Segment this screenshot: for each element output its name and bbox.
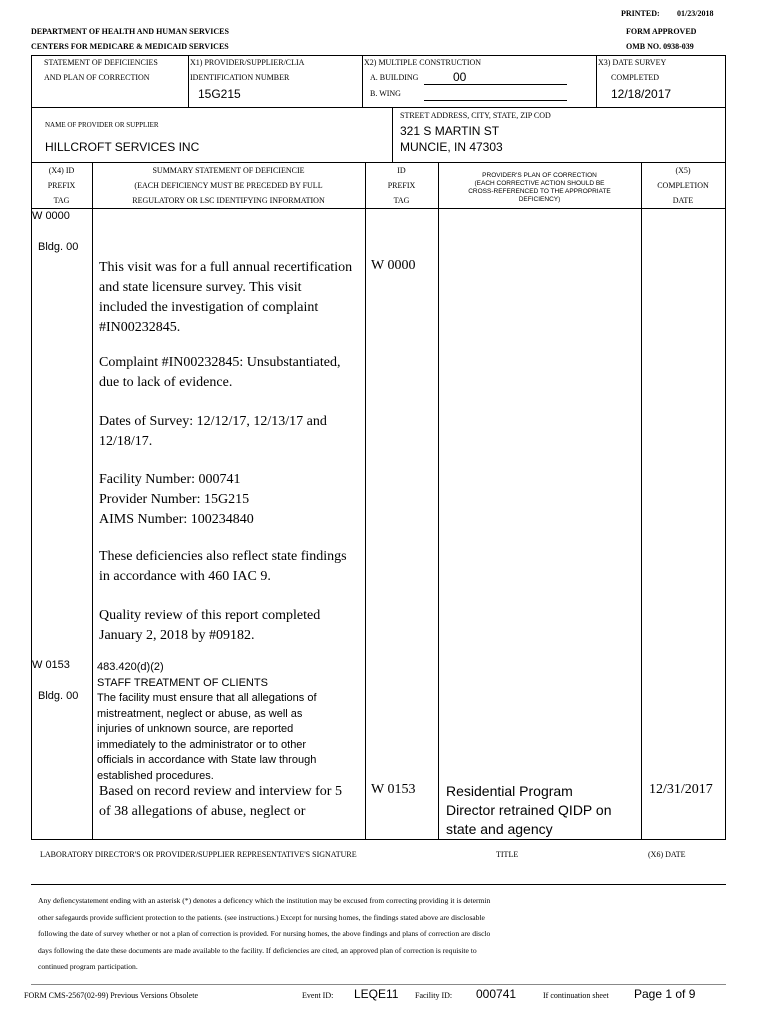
summary-header-3: REGULATORY OR LSC IDENTIFYING INFORMATION [132,196,325,205]
event-id-value: LEQE11 [354,987,399,1001]
wing-label: B. WING [370,89,401,98]
plan-header-2: (EACH CORRECTIVE ACTION SHOULD BE [474,180,605,187]
x6-date-label: (X6) DATE [648,850,686,859]
x5-header-1: (X5) [675,166,691,175]
plan-header-4: DEFICIENCY) [518,196,561,203]
dept-title: DEPARTMENT OF HEALTH AND HUMAN SERVICES [31,27,229,36]
w0000-tag: W 0000 [32,210,70,222]
w0153-tag: W 0153 [32,659,70,671]
title-label: TITLE [496,850,519,859]
summary-header-2: (EACH DEFICIENCY MUST BE PRECEDED BY FULL [134,181,323,190]
x3-label-2: COMPLETED [611,73,659,82]
footer-rule [31,984,726,985]
x4-header-1: (X4) ID [48,166,75,175]
provider-id-value: 15G215 [198,87,241,101]
survey-date-value: 12/18/2017 [611,87,672,101]
x1-label-2: IDENTIFICATION NUMBER [190,73,290,82]
w0000-paragraph-complaint: Complaint #IN00232845: Unsubstantiated, due to lack of evidence. [99,355,341,390]
omb-number: OMB NO. 0938-039 [626,42,694,51]
w0153-regulation-text: 483.420(d)(2) STAFF TREATMENT OF CLIENTS The facility must ensure that all allegations of mistreatment, neglect or abuse, as well as injuries of unknown source, are reported immediately to the administrator or to other officials in accordance with State law through established procedures. [97,661,317,782]
w0000-paragraph-numbers: Facility Number: 000741 Provider Number: 15G215 AIMS Number: 100234840 [99,472,254,527]
id-header-2: PREFIX [387,181,416,190]
x2-label: X2) MULTIPLE CONSTRUCTION [364,58,482,67]
address-label: STREET ADDRESS, CITY, STATE, ZIP COD [400,111,551,120]
statement-label-1: STATEMENT OF DEFICIENCIES [44,58,158,67]
x4-header-3: TAG [53,196,70,205]
disclaimer-text: Any defiencystatement ending with an asterisk (*) denotes a deficency which the institution may be excused from correcting providing it is determin other safegaurds provide sufficient protection to the patients. (see instructions.) Except for nursing homes, the findings stated above are disclosable following the date of survey whether or not a plan of correction is provided. For nursing homes, the above findings and plans of correction are disclo days following the date these documents are made available to the facility. If deficiencies are cited, an approved plan of correction is requisite to continued program participation. [38,896,491,971]
summary-header-1: SUMMARY STATEMENT OF DEFICIENCIE [152,166,305,175]
w0153-plan-text: Residential Program Director retrained QIDP on state and agency [446,783,612,837]
w0153-finding-text: Based on record review and interview for 5 of 38 allegations of abuse, neglect or [99,784,342,819]
page-number: Page 1 of 9 [634,987,696,1001]
w0000-paragraph-state: These deficiencies also reflect state findings in accordance with 460 IAC 9. [99,549,347,584]
id-header-3: TAG [393,196,410,205]
form-approved: FORM APPROVED [626,27,697,36]
facility-id-value: 000741 [476,987,517,1001]
plan-header-3: CROSS-REFERENCED TO THE APPROPRIATE [468,188,611,195]
w0000-bldg: Bldg. 00 [38,241,79,253]
statement-label-2: AND PLAN OF CORRECTION [44,73,150,82]
x1-label-1: X1) PROVIDER/SUPPLIER/CLIA [190,58,305,67]
building-value: 00 [453,70,467,84]
x3-label-1: X3) DATE SURVEY [598,58,667,67]
facility-id-label: Facility ID: [415,991,453,1000]
w0000-id-tag: W 0000 [371,258,416,273]
x5-header-3: DATE [672,196,694,205]
x5-header-2: COMPLETION [657,181,709,190]
form-number: FORM CMS-2567(02-99) Previous Versions Obsolete [24,991,199,1000]
w0000-paragraph-review: Quality review of this report completed January 2, 2018 by #09182. [99,608,321,643]
x4-header-2: PREFIX [47,181,76,190]
plan-header-1: PROVIDER'S PLAN OF CORRECTION [482,172,597,179]
event-id-label: Event ID: [302,991,334,1000]
building-label: A. BUILDING [370,73,419,82]
provider-name-label: NAME OF PROVIDER OR SUPPLIER [45,121,159,129]
printed-label: PRINTED: [621,9,660,18]
city-value: MUNCIE, IN 47303 [400,140,503,154]
provider-name-value: HILLCROFT SERVICES INC [45,140,200,154]
w0000-paragraph-visit: This visit was for a full annual recertification and state licensure survey. This visit included the investigation of complaint #IN00232845. [99,260,353,335]
w0153-id-tag: W 0153 [371,782,416,797]
signature-rule [31,884,726,885]
continuation-label: If continuation sheet [543,991,609,1000]
w0153-completion-date: 12/31/2017 [649,782,713,797]
centers-title: CENTERS FOR MEDICARE & MEDICAID SERVICES [31,42,229,51]
w0000-paragraph-dates: Dates of Survey: 12/12/17, 12/13/17 and 12/18/17. [99,414,327,449]
printed-date: 01/23/2018 [677,9,714,18]
w0153-bldg: Bldg. 00 [38,690,79,702]
signature-label: LABORATORY DIRECTOR'S OR PROVIDER/SUPPLIER REPRESENTATIVE'S SIGNATURE [40,850,357,859]
id-header-1: ID [397,166,406,175]
street-value: 321 S MARTIN ST [400,124,500,138]
